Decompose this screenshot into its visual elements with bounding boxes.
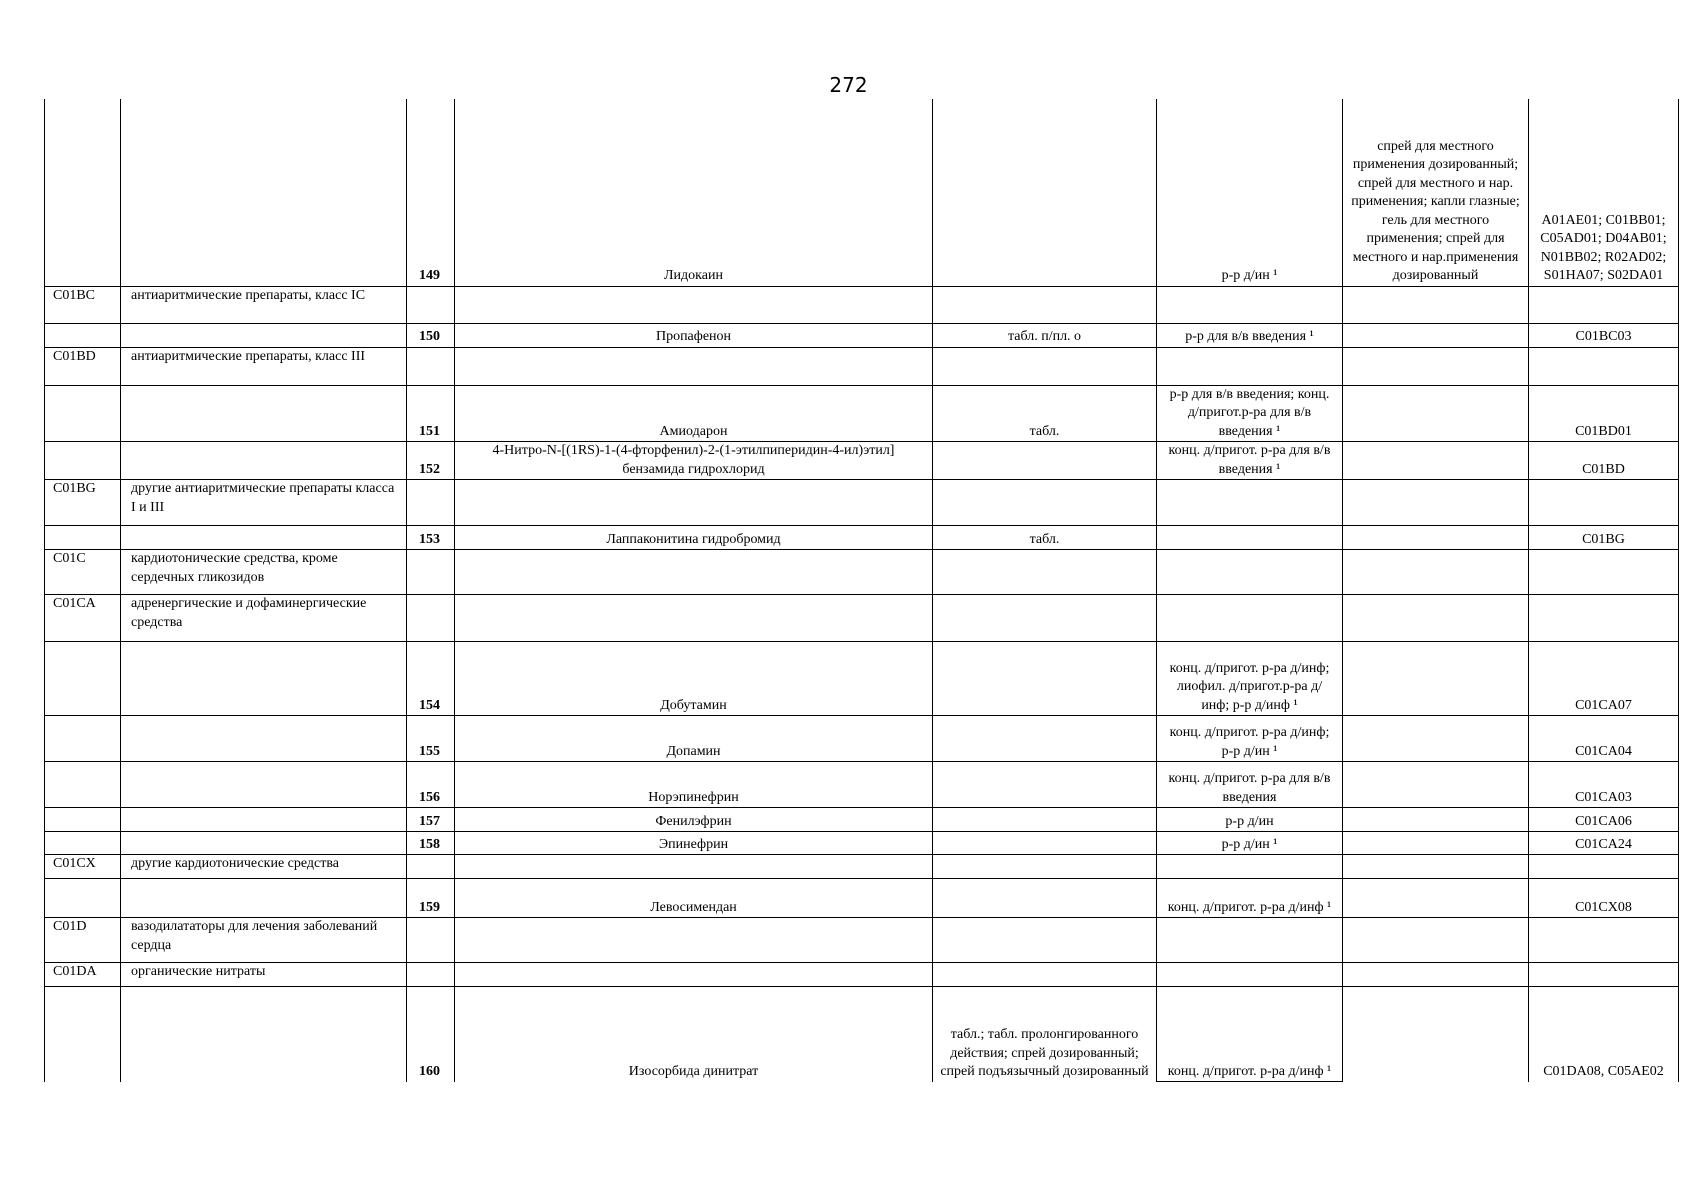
number-cell: 156 <box>407 762 455 808</box>
table-row <box>45 963 1679 987</box>
group-cell <box>121 762 407 808</box>
dosage-form-cell <box>933 480 1157 526</box>
drug-name-cell <box>455 347 933 385</box>
table-row <box>45 595 1679 642</box>
injection-form-cell <box>1157 595 1343 642</box>
number-cell: 157 <box>407 808 455 832</box>
dosage-form-cell <box>933 99 1157 286</box>
group-cell <box>121 323 407 347</box>
drug-name-cell: Амиодарон <box>455 385 933 442</box>
local-form-cell <box>1343 879 1529 918</box>
local-form-cell <box>1343 762 1529 808</box>
local-form-cell <box>1343 347 1529 385</box>
injection-form-cell: конц. д/пригот. р-ра для в/в введения ¹ <box>1157 442 1343 480</box>
local-form-cell <box>1343 716 1529 762</box>
dosage-form-cell <box>933 855 1157 879</box>
group-cell: другие антиаритмические препараты класса I и III <box>121 480 407 526</box>
injection-form-cell <box>1157 286 1343 323</box>
table-row <box>45 716 1679 762</box>
atc-code-cell <box>1529 480 1679 526</box>
drug-name-cell: Лидокаин <box>455 99 933 286</box>
number-cell <box>407 550 455 595</box>
dosage-form-cell <box>933 442 1157 480</box>
local-form-cell <box>1343 595 1529 642</box>
local-form-cell <box>1343 385 1529 442</box>
atc-code-cell: C01BD01 <box>1529 385 1679 442</box>
code-cell <box>45 987 121 1082</box>
dosage-form-cell <box>933 550 1157 595</box>
drug-name-cell: Эпинефрин <box>455 832 933 855</box>
code-cell: C01BG <box>45 480 121 526</box>
number-cell: 154 <box>407 642 455 716</box>
drug-name-cell: Норэпинефрин <box>455 762 933 808</box>
injection-form-cell <box>1157 963 1343 987</box>
number-cell: 152 <box>407 442 455 480</box>
code-cell <box>45 385 121 442</box>
table-row <box>45 832 1679 855</box>
drug-name-cell <box>455 550 933 595</box>
atc-code-cell <box>1529 286 1679 323</box>
injection-form-cell: р-р д/ин ¹ <box>1157 99 1343 286</box>
code-cell: C01CA <box>45 595 121 642</box>
drug-name-cell: Допамин <box>455 716 933 762</box>
number-cell: 155 <box>407 716 455 762</box>
number-cell <box>407 918 455 963</box>
code-cell <box>45 323 121 347</box>
table-row <box>45 808 1679 832</box>
atc-code-cell <box>1529 347 1679 385</box>
atc-code-cell: C01CA06 <box>1529 808 1679 832</box>
code-cell: C01D <box>45 918 121 963</box>
dosage-form-cell <box>933 595 1157 642</box>
dosage-form-cell: табл. <box>933 385 1157 442</box>
injection-form-cell <box>1157 526 1343 550</box>
local-form-cell <box>1343 963 1529 987</box>
drug-name-cell <box>455 480 933 526</box>
dosage-form-cell <box>933 918 1157 963</box>
number-cell <box>407 286 455 323</box>
drug-name-cell <box>455 595 933 642</box>
table-row <box>45 879 1679 918</box>
code-cell <box>45 808 121 832</box>
atc-code-cell <box>1529 855 1679 879</box>
injection-form-cell <box>1157 347 1343 385</box>
atc-code-cell <box>1529 963 1679 987</box>
dosage-form-cell: табл. <box>933 526 1157 550</box>
table-row <box>45 855 1679 879</box>
table-row <box>45 762 1679 808</box>
number-cell: 160 <box>407 987 455 1082</box>
code-cell <box>45 99 121 286</box>
drug-name-cell: Лаппаконитина гидробромид <box>455 526 933 550</box>
local-form-cell <box>1343 808 1529 832</box>
number-cell: 153 <box>407 526 455 550</box>
code-cell: C01BD <box>45 347 121 385</box>
atc-code-cell: C01BG <box>1529 526 1679 550</box>
atc-code-cell <box>1529 595 1679 642</box>
number-cell <box>407 595 455 642</box>
number-cell: 159 <box>407 879 455 918</box>
number-cell <box>407 480 455 526</box>
local-form-cell <box>1343 480 1529 526</box>
group-cell: антиаритмические препараты, класс IC <box>121 286 407 323</box>
atc-code-cell <box>1529 550 1679 595</box>
drug-name-cell <box>455 855 933 879</box>
dosage-form-cell: табл. п/пл. о <box>933 323 1157 347</box>
dosage-form-cell <box>933 642 1157 716</box>
atc-code-cell <box>1529 918 1679 963</box>
dosage-form-cell <box>933 879 1157 918</box>
drug-name-cell: Пропафенон <box>455 323 933 347</box>
injection-form-cell <box>1157 918 1343 963</box>
local-form-cell <box>1343 918 1529 963</box>
group-cell: органические нитраты <box>121 963 407 987</box>
group-cell <box>121 987 407 1082</box>
number-cell <box>407 347 455 385</box>
code-cell <box>45 716 121 762</box>
atc-code-cell: C01CA07 <box>1529 642 1679 716</box>
table-row <box>45 442 1679 480</box>
group-cell <box>121 385 407 442</box>
code-cell <box>45 832 121 855</box>
drug-name-cell <box>455 918 933 963</box>
code-cell: C01DA <box>45 963 121 987</box>
dosage-form-cell <box>933 286 1157 323</box>
local-form-cell <box>1343 526 1529 550</box>
dosage-form-cell <box>933 716 1157 762</box>
page-number: 272 <box>829 73 868 97</box>
group-cell: кардиотонические средства, кроме сердечных гликозидов <box>121 550 407 595</box>
group-cell: антиаритмические препараты, класс III <box>121 347 407 385</box>
atc-code-cell: C01CA03 <box>1529 762 1679 808</box>
atc-code-cell: C01CA24 <box>1529 832 1679 855</box>
injection-form-cell: конц. д/пригот. р-ра д/инф ¹ <box>1157 879 1343 918</box>
group-cell <box>121 442 407 480</box>
local-form-cell <box>1343 323 1529 347</box>
atc-code-cell: C01DA08, C05AE02 <box>1529 987 1679 1082</box>
table-row <box>45 385 1679 442</box>
injection-form-cell: р-р д/ин <box>1157 808 1343 832</box>
group-cell <box>121 832 407 855</box>
table-row <box>45 323 1679 347</box>
local-form-cell <box>1343 442 1529 480</box>
code-cell <box>45 526 121 550</box>
local-form-cell <box>1343 855 1529 879</box>
table-row <box>45 286 1679 323</box>
dosage-form-cell <box>933 808 1157 832</box>
local-form-cell <box>1343 832 1529 855</box>
code-cell <box>45 442 121 480</box>
atc-code-cell: C01CA04 <box>1529 716 1679 762</box>
code-cell <box>45 879 121 918</box>
table-row <box>45 987 1679 1082</box>
code-cell <box>45 642 121 716</box>
injection-form-cell <box>1157 480 1343 526</box>
dosage-form-cell <box>933 963 1157 987</box>
local-form-cell: спрей для местного применения дозированный; спрей для местного и нар. применения; капли глазные; гель для местного применения; спрей для местного и нар.применения дозированный <box>1343 99 1529 286</box>
atc-code-cell: C01CX08 <box>1529 879 1679 918</box>
group-cell <box>121 716 407 762</box>
local-form-cell <box>1343 987 1529 1082</box>
number-cell: 149 <box>407 99 455 286</box>
code-cell: C01CX <box>45 855 121 879</box>
group-cell: другие кардиотонические средства <box>121 855 407 879</box>
injection-form-cell: конц. д/пригот. р-ра д/инф; р-р д/ин ¹ <box>1157 716 1343 762</box>
group-cell <box>121 879 407 918</box>
group-cell <box>121 526 407 550</box>
code-cell: C01BC <box>45 286 121 323</box>
drug-name-cell <box>455 963 933 987</box>
drug-table <box>44 99 1679 1082</box>
injection-form-cell <box>1157 855 1343 879</box>
group-cell <box>121 808 407 832</box>
dosage-form-cell <box>933 832 1157 855</box>
injection-form-cell: конц. д/пригот. р-ра для в/в введения <box>1157 762 1343 808</box>
atc-code-cell: C01BC03 <box>1529 323 1679 347</box>
injection-form-cell: р-р д/ин ¹ <box>1157 832 1343 855</box>
injection-form-cell: конц. д/пригот. р-ра д/инф; лиофил. д/пригот.р-ра д/инф; р-р д/инф ¹ <box>1157 642 1343 716</box>
injection-form-cell: р-р для в/в введения; конц. д/пригот.р-ра для в/в введения ¹ <box>1157 385 1343 442</box>
group-cell: адренергические и дофаминергические средства <box>121 595 407 642</box>
table-row <box>45 918 1679 963</box>
dosage-form-cell <box>933 762 1157 808</box>
injection-form-cell <box>1157 550 1343 595</box>
local-form-cell <box>1343 642 1529 716</box>
number-cell: 150 <box>407 323 455 347</box>
local-form-cell <box>1343 550 1529 595</box>
code-cell: C01C <box>45 550 121 595</box>
dosage-form-cell: табл.; табл. пролонгированного действия; спрей дозированный; спрей подъязычный дозированный <box>933 987 1157 1082</box>
dosage-form-cell <box>933 347 1157 385</box>
table-row <box>45 642 1679 716</box>
group-cell: вазодилататоры для лечения заболеваний сердца <box>121 918 407 963</box>
drug-name-cell <box>455 286 933 323</box>
table-row <box>45 347 1679 385</box>
atc-code-cell: C01BD <box>1529 442 1679 480</box>
atc-code-cell: A01AE01; C01BB01; C05AD01; D04AB01; N01BB02; R02AD02; S01HA07; S02DA01 <box>1529 99 1679 286</box>
injection-form-cell: конц. д/пригот. р-ра д/инф ¹ <box>1157 987 1343 1082</box>
local-form-cell <box>1343 286 1529 323</box>
drug-name-cell: Левосимендан <box>455 879 933 918</box>
number-cell: 158 <box>407 832 455 855</box>
table-row <box>45 526 1679 550</box>
table-row <box>45 99 1679 286</box>
drug-name-cell: Добутамин <box>455 642 933 716</box>
number-cell <box>407 855 455 879</box>
drug-name-cell: 4-Нитро-N-[(1RS)-1-(4-фторфенил)-2-(1-этилпиперидин-4-ил)этил] бензамида гидрохлорид <box>455 442 933 480</box>
drug-name-cell: Изосорбида динитрат <box>455 987 933 1082</box>
code-cell <box>45 762 121 808</box>
drug-name-cell: Фенилэфрин <box>455 808 933 832</box>
table-row <box>45 550 1679 595</box>
number-cell: 151 <box>407 385 455 442</box>
group-cell <box>121 99 407 286</box>
table-row <box>45 480 1679 526</box>
number-cell <box>407 963 455 987</box>
group-cell <box>121 642 407 716</box>
injection-form-cell: р-р для в/в введения ¹ <box>1157 323 1343 347</box>
